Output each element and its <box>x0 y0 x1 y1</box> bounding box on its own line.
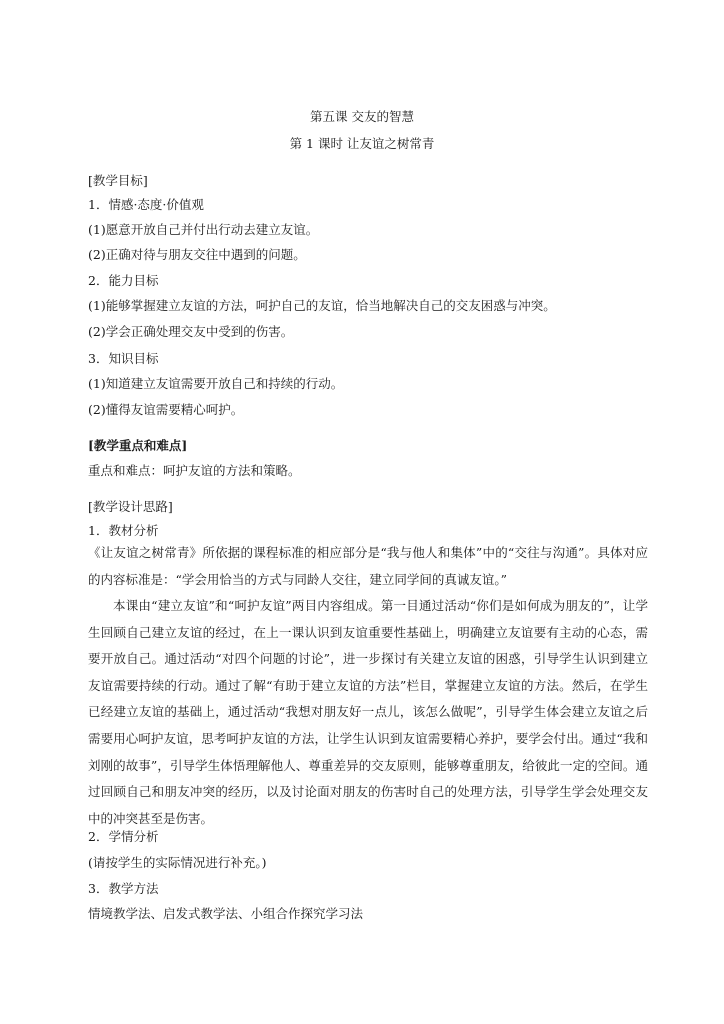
students-text: (请按学生的实际情况进行补充。) <box>88 855 267 870</box>
ability-item: (1)能够掌握建立友谊的方法，呵护自己的友谊，恰当地解决自己的交友困惑与冲突。 <box>88 298 556 313</box>
emotion-heading: 1．情感·态度·价值观 <box>88 197 204 212</box>
knowledge-item: (1)知道建立友谊需要开放自己和持续的行动。 <box>88 376 344 391</box>
emotion-item: (1)愿意开放自己并付出行动去建立友谊。 <box>88 222 319 237</box>
session-title: 第 1 课时 让友谊之树常青 <box>289 136 435 151</box>
ability-heading: 2．能力目标 <box>88 273 159 288</box>
material-heading: 1．教材分析 <box>88 523 159 538</box>
objectives-heading: [教学目标] <box>88 173 148 188</box>
lesson-title: 第五课 交友的智慧 <box>310 109 414 124</box>
key-points-text: 重点和难点：呵护友谊的方法和策略。 <box>88 463 301 478</box>
material-paragraph-1: 《让友谊之树常青》所依据的课程标准的相应部分是“我与他人和集体”中的“交往与沟通”。具体对应的内容标准是：“学会用恰当的方式与同龄人交往，建立同学间的真诚友谊。” <box>88 545 648 587</box>
key-points-heading: [教学重点和难点] <box>88 438 188 453</box>
knowledge-heading: 3．知识目标 <box>88 351 159 366</box>
ability-item: (2)学会正确处理交友中受到的伤害。 <box>88 324 294 339</box>
students-heading: 2．学情分析 <box>88 829 159 844</box>
emotion-item: (2)正确对待与朋友交往中遇到的问题。 <box>88 247 306 262</box>
design-heading: [教学设计思路] <box>88 499 173 514</box>
material-paragraph-2: 本课由“建立友谊”和“呵护友谊”两目内容组成。第一目通过活动“你们是如何成为朋友的”，让学生回顾自己建立友谊的经过，在上一课认识到友谊重要性基础上，明确建立友谊要有主动的心态，需要开放自己。通过活动“对四个问题的讨论”，进一步探讨有关建立友谊的困惑，引导学生认识到建立友谊需要持续的行动。通过了解“有助于建立友谊的方法”栏目，掌握建立友谊的方法。然后，在学生已经建立友谊的基础上，通过活动“我想对朋友好一点儿，该怎么做呢”，引导学生体会建立友谊之后需要用心呵护友谊，思考呵护友谊的方法，让学生认识到友谊需要精心养护，要学会付出。通过“我和刘刚的故事”，引导学生体悟理解他人、尊重差异的交友原则，能够尊重朋友，给彼此一定的空间。通过回顾自己和朋友冲突的经历，以及讨论面对朋友的伤害时自己的处理方法，引导学生学会处理交友中的冲突甚至是伤害。 <box>88 598 648 826</box>
methods-text: 情境教学法、启发式教学法、小组合作探究学习法 <box>88 906 364 921</box>
knowledge-item: (2)懂得友谊需要精心呵护。 <box>88 402 244 417</box>
methods-heading: 3．教学方法 <box>88 881 159 896</box>
